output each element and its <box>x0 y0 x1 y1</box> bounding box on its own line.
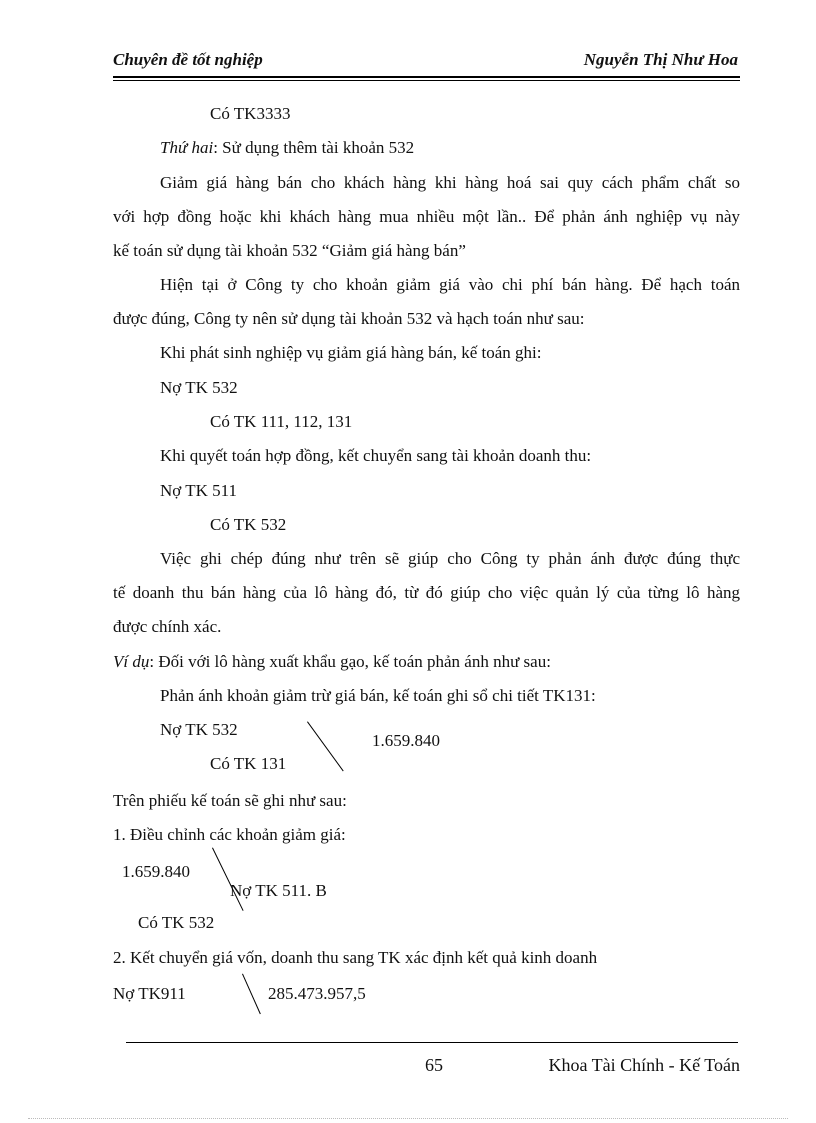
paragraph-line: kế toán sử dụng tài khoản 532 “Giảm giá hàng bán” <box>113 241 466 260</box>
header-rule-thin <box>113 80 740 81</box>
paragraph-line: Khi phát sinh nghiệp vụ giảm giá hàng bán, kế toán ghi: <box>160 343 542 362</box>
paragraph-line: Khi quyết toán hợp đồng, kết chuyển sang tài khoản doanh thu: <box>160 446 592 465</box>
list-item: 2. Kết chuyển giá vốn, doanh thu sang TK xác định kết quả kinh doanh <box>113 948 598 967</box>
example-line <box>113 651 551 673</box>
entry-debit: Nợ TK 532 <box>160 720 238 739</box>
page-bottom-edge <box>28 1118 788 1119</box>
entry-credit: Có TK 532 <box>210 515 287 534</box>
paragraph-line: tế doanh thu bán hàng của lô hàng đó, từ đó giúp cho việc quản lý của từng lô hàng <box>113 583 740 602</box>
entry-debit: Nợ TK 511. B <box>230 881 327 900</box>
entry-amount: 285.473.957,5 <box>268 984 366 1003</box>
paragraph-line: với hợp đồng hoặc khi khách hàng mua nhiều một lần.. Để phản ánh nghiệp vụ này <box>113 207 740 226</box>
entry-slash <box>307 721 344 771</box>
emphasis-vi-du: Ví dụ <box>113 652 150 671</box>
header-left-title: Chuyên đề tốt nghiệp <box>113 50 263 69</box>
paragraph-line: Giảm giá hàng bán cho khách hàng khi hàng hoá sai quy cách phẩm chất so <box>160 173 740 192</box>
entry-credit: Có TK 131 <box>210 754 287 773</box>
list-item: 1. Điều chỉnh các khoản giảm giá: <box>113 825 346 844</box>
example-line-text: : Đối với lô hàng xuất khẩu gạo, kế toán phản ánh như sau: <box>149 652 551 671</box>
entry-amount: 1.659.840 <box>372 731 440 750</box>
paragraph-line: Trên phiếu kế toán sẽ ghi như sau: <box>113 791 347 810</box>
header-author: Nguyễn Thị Như Hoa <box>583 50 738 69</box>
entry-amount: 1.659.840 <box>122 862 190 881</box>
entry-debit: Nợ TK911 <box>113 984 186 1003</box>
paragraph-line: Phản ánh khoản giảm trừ giá bán, kế toán ghi sổ chi tiết TK131: <box>160 686 596 705</box>
entry-credit: Có TK 532 <box>138 913 215 932</box>
emphasis-thu-hai: Thứ hai <box>160 138 214 157</box>
entry-slash <box>242 974 261 1015</box>
paragraph-line: được chính xác. <box>113 617 222 636</box>
footer-rule <box>126 1042 738 1043</box>
entry-debit: Nợ TK 532 <box>160 378 238 397</box>
line-thu-hai-text: : Sử dụng thêm tài khoản 532 <box>213 138 415 157</box>
paragraph-line: được đúng, Công ty nên sử dụng tài khoản 532 và hạch toán như sau: <box>113 309 585 328</box>
paragraph-line: Việc ghi chép đúng như trên sẽ giúp cho Công ty phản ánh được đúng thực <box>160 549 740 568</box>
line-co-tk3333: Có TK3333 <box>210 104 291 123</box>
page-number: 65 <box>425 1055 443 1075</box>
paragraph-line: Hiện tại ở Công ty cho khoản giảm giá vào chi phí bán hàng. Để hạch toán <box>160 275 740 294</box>
line-thu-hai <box>160 137 414 159</box>
header-rule <box>113 76 740 78</box>
entry-debit: Nợ TK 511 <box>160 481 237 500</box>
entry-credit: Có TK 111, 112, 131 <box>210 412 353 431</box>
footer-department: Khoa Tài Chính - Kế Toán <box>548 1055 740 1075</box>
